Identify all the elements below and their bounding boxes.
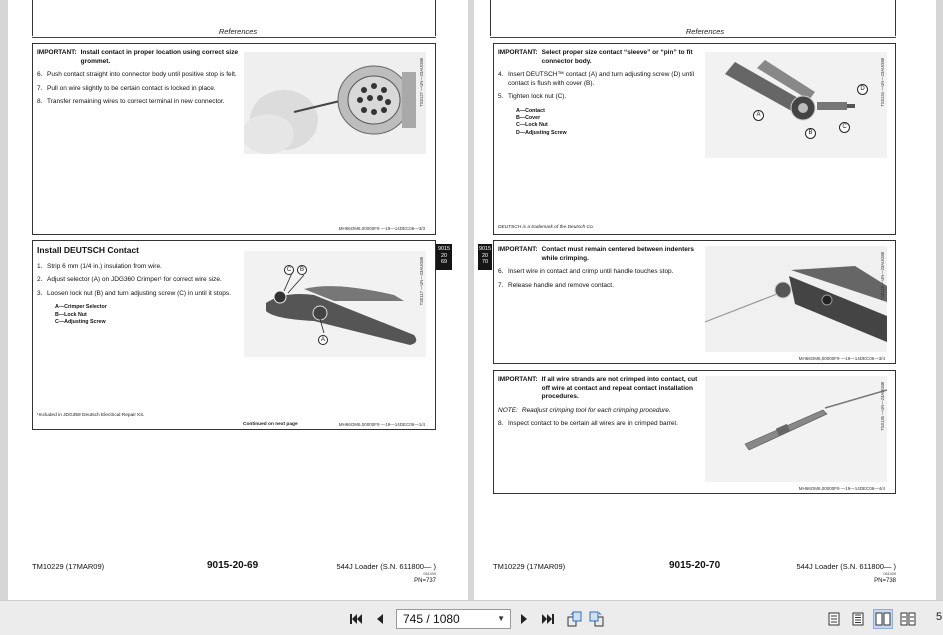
two-page-continuous-view-button[interactable] (898, 609, 918, 629)
callout-d: D (857, 84, 868, 95)
instruction-box-contact-size (493, 43, 896, 235)
continued-note: Continued on next page (243, 422, 298, 427)
important-text: Select proper size contact “sleeve” or “pin” to fit connector body. (541, 49, 693, 65)
crimped-contact-illustration (705, 376, 887, 482)
step-item: 1. Strip 6 mm (1/4 in.) insulation from wire. (37, 262, 162, 270)
last-page-icon (541, 613, 555, 625)
step-item: 8. Inspect contact to be certain all wires are in crimped barrel. (498, 420, 678, 428)
forward-view-icon (589, 611, 605, 627)
instruction-text: IMPORTANT: Install contact in proper location using correct size grommet. 6. Push contact straight into connector body until positive stop is felt. 7. Pull on wire slightly to be certain contact is locked in place. 8. Transfer remaining wires to correct terminal in new connector. (37, 49, 239, 106)
legend: A—Contact B—Cover C—Lock Nut D—Adjusting Screw (516, 107, 567, 136)
go-back-button[interactable] (565, 609, 585, 629)
connector-photo: TS0127 —UN—23AUG88 (244, 52, 426, 154)
section-tab: 9015 20 70 (478, 244, 492, 270)
step-item: 7. Pull on wire slightly to be certain contact is locked in place. (37, 84, 216, 92)
instruction-text (37, 246, 239, 326)
next-page-button[interactable] (514, 609, 534, 629)
important-text: Install contact in proper location using correct size grommet. (80, 49, 239, 65)
crimper-illustration (244, 251, 426, 357)
step-item: 3. Loosen lock nut (B) and turn adjusting screw (C) in until it stops. (37, 289, 231, 297)
important-text: Contact must remain centered between indenters while crimping. (541, 246, 695, 262)
page-number-code: 9015-20-69 (207, 560, 259, 571)
callout-c: C (284, 265, 294, 275)
previous-page-icon (375, 613, 385, 625)
step-item: 6. Insert wire in contact and crimp until handle touches stop. (498, 268, 674, 276)
important-text: If all wire strands are not crimped into contact, cut off wire at contact and repeat contact installation procedures. (541, 376, 698, 401)
instruction-box-deutsch (32, 240, 436, 430)
page-header: References (685, 27, 725, 36)
callout-a: A (318, 335, 328, 345)
crimper-photo: TS0117 —UN—23AUG88 C B A (244, 251, 426, 357)
clipped-toolbar-item: 5 (936, 611, 943, 623)
section-title: Install DEUTSCH Contact (37, 245, 140, 255)
single-page-view-button[interactable] (824, 609, 844, 629)
instruction-box-crimp (493, 240, 896, 364)
instruction-text: IMPORTANT: Select proper size contact “sleeve” or “pin” to fit connector body. 4. Insert DEUTSCH™ contact (A) and turn adjusting screw (D) until contact is flush with cover (B). 5. Tighten lock nut (C). A—Contact B—Cover C—Lock Nut D—Adjusting Screw (498, 49, 700, 137)
instruction-box-inspect (493, 370, 896, 494)
two-page-icon (875, 612, 891, 626)
header-divider (490, 37, 896, 38)
step-item: 7. Release handle and remove contact. (498, 281, 614, 289)
page-number-code: 9015-20-70 (669, 560, 721, 571)
two-page-view-button[interactable] (873, 609, 893, 629)
connector-illustration (244, 52, 426, 154)
crimping-photo: TS0119 —UN—23AUG88 (705, 246, 887, 352)
first-page-icon (349, 613, 363, 625)
left-page: References IMPORTANT: Install contact in proper location using correct size grommet. 6. Push contact straight into connector body until positive stop is felt. 7. Pull on wire slightly to be certain contact is locked in place. 8. Transfer remaining wires to correct terminal in new connector. TS0127 —UN—23AUG88 MH66OM6,00000F9 —19—14DEC06—3/3 Install DEUTSCH Contact 1. Strip 6 mm (1/4 in.) insulation from wire. 2. Adjust selector (A) on JDG360 Crimper¹ for correct wire size. 3. Loosen lock nut (B) and turn adjusting screw (C) in until it stops. A—Crimper Selector B—Lock Nut C—Adjusting Screw TS0117 —UN—23AUG88 C B A ¹Included in JDG359 Deutsch Electrical Repair Kit. Continued on next page MH66OM6,00000F9 —19—14DEC06—1/4 9015 20 69 TM10229 (17MAR09) 9015-20-69 544J Loader (S.N. 611800— ) 061409 PN=737 (8, 0, 468, 600)
tool-photo: TS0134 —UN—23AUG88 A B C D (705, 52, 887, 158)
footer-id: MH66OM6,00000F9 —19—14DEC06—4/4 (798, 486, 885, 491)
footer-id: MH66OM6,00000F9 —19—14DEC06—1/4 (338, 422, 425, 427)
step-item: 6. Push contact straight into connector body until positive stop is felt. (37, 71, 237, 79)
wire-crimping-illustration (705, 246, 887, 352)
contact-photo: TS0135 —UN—23AUG88 (705, 376, 887, 482)
two-page-continuous-icon (900, 612, 916, 626)
step-item: 2. Adjust selector (A) on JDG360 Crimper¹ for correct wire size. (37, 276, 222, 284)
instruction-text: IMPORTANT: If all wire strands are not crimped into contact, cut off wire at contact and repeat contact installation procedures. NOTE: Readjust crimping tool for each crimping procedure. 8. Inspect contact to be certain all wires are in crimped barrel. (498, 376, 700, 434)
callout-b: B (805, 128, 816, 139)
page-number-input[interactable]: 745 / 1080 ▼ (396, 609, 511, 629)
single-page-icon (828, 612, 840, 626)
chevron-down-icon[interactable]: ▼ (497, 614, 505, 623)
footer-id: MH66OM6,00000F9 —19—14DEC06—3/4 (798, 356, 885, 361)
next-page-icon (519, 613, 529, 625)
instruction-text: IMPORTANT: Contact must remain centered between indenters while crimping. 6. Insert wire in contact and crimp until handle touches stop. 7. Release handle and remove contact. (498, 246, 700, 295)
section-tab: 9015 20 69 (436, 244, 452, 270)
crimper-closeup-illustration (705, 52, 887, 158)
footnote: ¹Included in JDG359 Deutsch Electrical Repair Kit. (37, 413, 145, 418)
callout-c: C (839, 122, 850, 133)
step-item: 4. Insert DEUTSCH™ contact (A) and turn adjusting screw (D) until contact is flush with cover (B). (498, 71, 695, 87)
continuous-view-button[interactable] (848, 609, 868, 629)
footer-id: MH66OM6,00000F9 —19—14DEC06—3/3 (338, 226, 425, 231)
page-header: References (218, 27, 258, 36)
instruction-box-grommet (32, 43, 436, 235)
step-item: 8. Transfer remaining wires to correct terminal in new connector. (37, 98, 225, 106)
first-page-button[interactable] (346, 609, 366, 629)
previous-page-button[interactable] (370, 609, 390, 629)
callout-b: B (297, 265, 307, 275)
step-item: 5. Tighten lock nut (C). (498, 93, 567, 101)
viewer-toolbar (0, 600, 943, 635)
go-forward-button[interactable] (587, 609, 607, 629)
callout-a: A (753, 110, 764, 121)
back-view-icon (567, 611, 583, 627)
continuous-page-icon (852, 612, 864, 626)
right-page: References IMPORTANT: Select proper size contact “sleeve” or “pin” to fit connector body. 4. Insert DEUTSCH™ contact (A) and turn adjusting screw (D) until contact is flush with cover (B). 5. Tighten lock nut (C). A—Contact B—Cover C—Lock Nut D—Adjusting Screw TS0134 —UN—23AUG88 A B C D DEUTSCH is a trademark of the Deutsch Co. IMPORTANT: Contact must remain centered between indenters while crimping. 6. Insert wire in contact and crimp until handle touches stop. 7. Release handle and remove contact. TS0119 —UN—23AUG88 MH66OM6,00000F9 —19—14DEC06—3/4 IMPORTANT: If all wire strands are not crimped into contact, cut off wire at contact and repeat contact installation procedures. NOTE: Readjust crimping tool for each crimping procedure. 8. Inspect contact to be certain all wires are in crimped barrel. TS0135 —UN—23AUG88 MH66OM6,00000F9 —19—14DEC06—4/4 9015 20 70 TM10229 (17MAR09) 9015-20-70 544J Loader (S.N. 611800— ) 061409 PN=738 (474, 0, 936, 600)
note-text: Readjust crimping tool for each crimping procedure. (521, 406, 671, 414)
header-divider (32, 37, 436, 38)
legend: A—Crimper Selector B—Lock Nut C—Adjusting Screw (55, 304, 107, 325)
last-page-button[interactable] (538, 609, 558, 629)
trademark-note: DEUTSCH is a trademark of the Deutsch Co. (498, 225, 594, 230)
